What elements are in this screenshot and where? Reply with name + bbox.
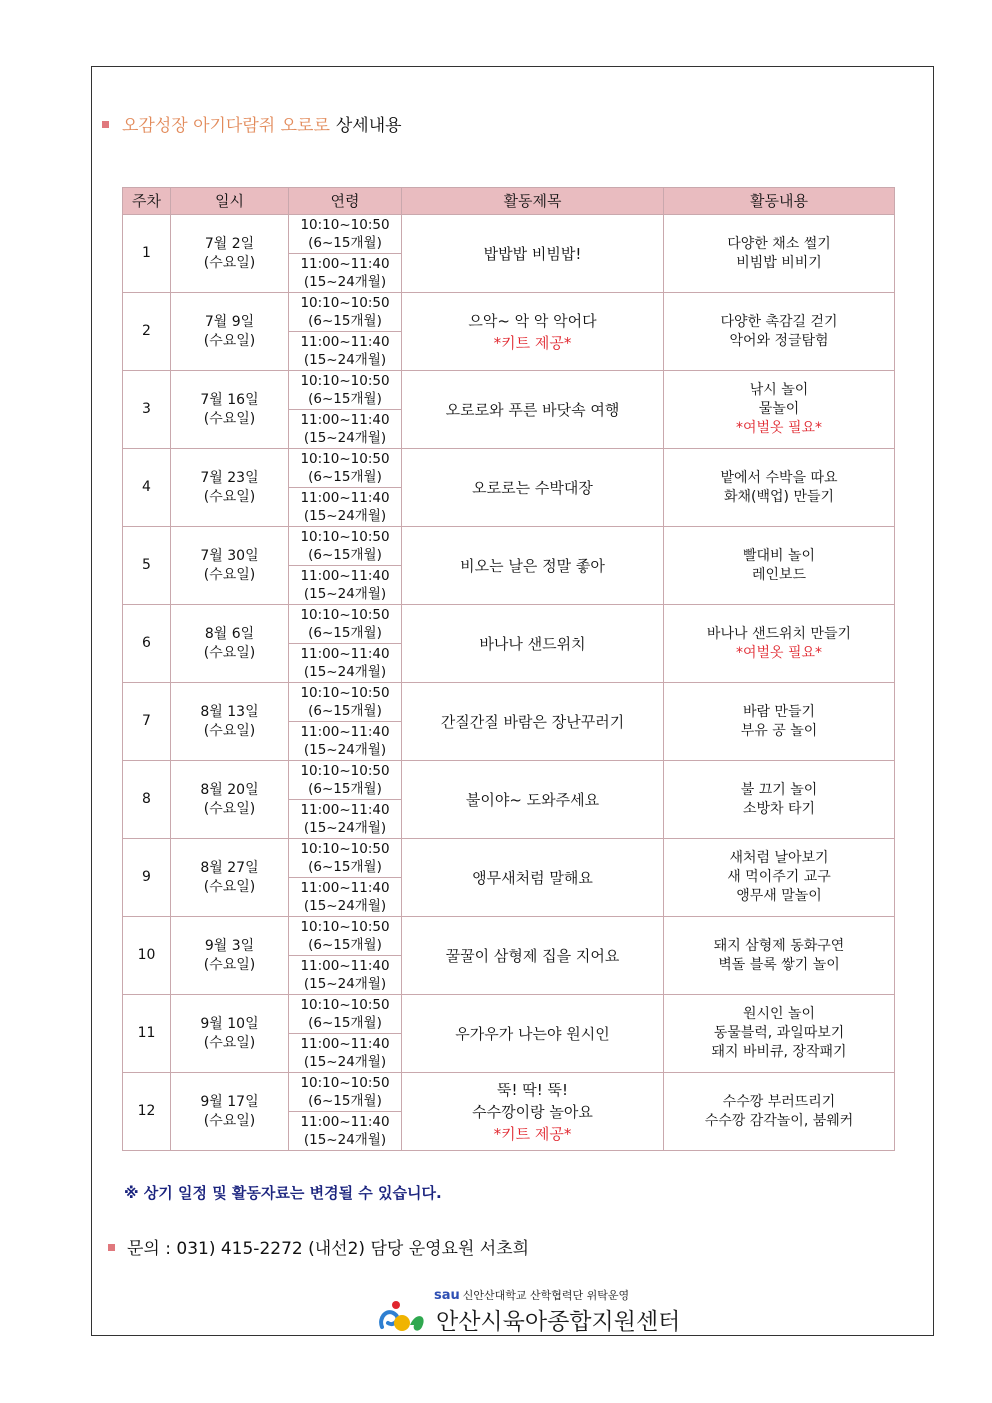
age-slot-1	[289, 683, 402, 722]
activity-title-cell	[402, 293, 664, 371]
session-date: 8월 6일	[204, 625, 255, 642]
week-cell	[123, 995, 171, 1073]
activity-title-cell	[402, 215, 664, 293]
date-cell	[171, 449, 289, 527]
activity-title-line: 밥밥밥 비빔밥!	[483, 244, 582, 263]
week-cell	[123, 371, 171, 449]
activity-content-cell	[664, 917, 895, 995]
slot-time: 10:10~10:50	[300, 528, 390, 545]
slot-time: 11:00~11:40	[300, 411, 390, 428]
logo-subtitle	[434, 1287, 629, 1303]
session-weekday: (수요일)	[203, 800, 256, 817]
week-number: 10	[137, 947, 156, 963]
activity-content-line: 레인보드	[751, 566, 807, 583]
week-cell	[123, 449, 171, 527]
table-row	[123, 605, 895, 644]
logo-brand: sau	[434, 1288, 460, 1303]
heading-program-name: 오감성장 아기다람쥐 오로로	[122, 116, 330, 136]
slot-age: (6~15개월)	[308, 469, 382, 485]
date-cell	[171, 917, 289, 995]
age-slot-2	[289, 332, 402, 371]
activity-title-cell	[402, 1073, 664, 1151]
slot-age: (15~24개월)	[303, 664, 387, 680]
slot-time: 10:10~10:50	[300, 372, 390, 389]
week-number: 1	[142, 245, 151, 261]
header-week: 주차	[123, 188, 171, 215]
age-slot-1	[289, 995, 402, 1034]
activity-title-line: *키트 제공*	[493, 333, 572, 352]
slot-age: (15~24개월)	[303, 430, 387, 446]
week-number: 4	[142, 479, 151, 495]
slot-time: 10:10~10:50	[300, 294, 390, 311]
slot-age: (15~24개월)	[303, 1054, 387, 1070]
activity-content-cell	[664, 1073, 895, 1151]
logo-center-name: 안산시육아종합지원센터	[436, 1309, 681, 1335]
schedule-table	[122, 187, 895, 1151]
week-number: 8	[142, 791, 151, 807]
slot-time: 11:00~11:40	[300, 255, 390, 272]
activity-content-line: 부유 공 놀이	[740, 722, 818, 739]
activity-title-line: 비오는 날은 정말 좋아	[460, 556, 605, 575]
activity-title-line: 우가우가 나는야 원시인	[455, 1024, 610, 1043]
header-title: 활동제목	[402, 188, 664, 215]
session-weekday: (수요일)	[203, 1112, 256, 1129]
activity-content-cell	[664, 527, 895, 605]
table-row	[123, 371, 895, 410]
schedule-change-notice: ※ 상기 일정 및 활동자료는 변경될 수 있습니다.	[124, 1184, 442, 1202]
activity-title-line: 수수깡이랑 놀아요	[472, 1102, 593, 1121]
center-logo-icon	[376, 1297, 428, 1335]
week-number: 7	[142, 713, 151, 729]
session-weekday: (수요일)	[203, 332, 256, 349]
activity-content-line: 앵무새 말놀이	[736, 888, 822, 904]
age-slot-1	[289, 605, 402, 644]
session-date: 9월 10일	[200, 1015, 259, 1032]
age-slot-1	[289, 839, 402, 878]
session-date: 8월 13일	[200, 703, 259, 720]
activity-content-line: 다양한 촉감길 걷기	[720, 313, 838, 330]
slot-time: 10:10~10:50	[300, 840, 390, 857]
table-row	[123, 761, 895, 800]
slot-time: 11:00~11:40	[300, 801, 390, 818]
table-row	[123, 995, 895, 1034]
activity-title-line: 간질간질 바람은 장난꾸러기	[440, 712, 625, 731]
activity-content-line: 수수깡 부러뜨리기	[722, 1093, 836, 1110]
week-cell	[123, 761, 171, 839]
activity-title-cell	[402, 761, 664, 839]
session-date: 7월 9일	[204, 313, 255, 330]
logo-operator: 신안산대학교 산학협력단 위탁운영	[462, 1289, 630, 1302]
activity-content-cell	[664, 293, 895, 371]
activity-content-line: 밭에서 수박을 따요	[720, 469, 838, 486]
activity-content-line: 새처럼 날아보기	[729, 850, 829, 866]
slot-age: (6~15개월)	[308, 781, 382, 797]
header-date: 일시	[171, 188, 289, 215]
age-slot-1	[289, 215, 402, 254]
week-cell	[123, 683, 171, 761]
week-number: 11	[137, 1025, 156, 1041]
contact-text: 문의 : 031) 415-2272 (내선2) 담당 운영요원 서초희	[127, 1239, 530, 1259]
session-date: 7월 2일	[204, 235, 255, 252]
date-cell	[171, 371, 289, 449]
activity-content-line: 돼지 바비큐, 장작패기	[711, 1044, 847, 1060]
activity-content-line: 벽돌 블록 쌓기 놀이	[718, 956, 840, 973]
session-weekday: (수요일)	[203, 644, 256, 661]
activity-content-line: 돼지 삼형제 동화구연	[713, 937, 845, 954]
activity-content-line: 비빔밥 비비기	[736, 254, 822, 271]
header-content: 활동내용	[664, 188, 895, 215]
age-slot-1	[289, 371, 402, 410]
age-slot-2	[289, 566, 402, 605]
activity-content-line: *여벌옷 필요*	[735, 420, 823, 436]
week-cell	[123, 839, 171, 917]
session-date: 9월 17일	[200, 1093, 259, 1110]
date-cell	[171, 761, 289, 839]
slot-age: (6~15개월)	[308, 547, 382, 563]
activity-title-cell	[402, 527, 664, 605]
activity-content-line: 바람 만들기	[742, 703, 816, 720]
table-row	[123, 683, 895, 722]
slot-time: 10:10~10:50	[300, 1074, 390, 1091]
week-number: 6	[142, 635, 151, 651]
slot-time: 11:00~11:40	[300, 567, 390, 584]
slot-time: 10:10~10:50	[300, 606, 390, 623]
age-slot-1	[289, 761, 402, 800]
week-number: 2	[142, 323, 151, 339]
slot-time: 10:10~10:50	[300, 762, 390, 779]
contact-info	[108, 1234, 529, 1259]
week-number: 12	[137, 1103, 156, 1119]
age-slot-2	[289, 878, 402, 917]
slot-age: (6~15개월)	[308, 625, 382, 641]
heading-label: 상세내용	[335, 116, 402, 136]
table-row	[123, 917, 895, 956]
table-row	[123, 449, 895, 488]
slot-age: (15~24개월)	[303, 898, 387, 914]
activity-title-line: 앵무새처럼 말해요	[472, 868, 593, 887]
activity-content-line: 빨대비 놀이	[742, 547, 816, 564]
week-number: 5	[142, 557, 151, 573]
activity-title-line: 꿀꿀이 삼형제 집을 지어요	[445, 946, 620, 965]
age-slot-2	[289, 1034, 402, 1073]
session-weekday: (수요일)	[203, 254, 256, 271]
slot-time: 10:10~10:50	[300, 996, 390, 1013]
slot-age: (6~15개월)	[308, 235, 382, 251]
slot-time: 10:10~10:50	[300, 450, 390, 467]
age-slot-2	[289, 410, 402, 449]
date-cell	[171, 683, 289, 761]
age-slot-2	[289, 1112, 402, 1151]
slot-time: 11:00~11:40	[300, 723, 390, 740]
table-row	[123, 293, 895, 332]
slot-time: 11:00~11:40	[300, 489, 390, 506]
activity-content-cell	[664, 605, 895, 683]
section-heading	[102, 114, 402, 138]
date-cell	[171, 605, 289, 683]
activity-content-cell	[664, 761, 895, 839]
slot-age: (6~15개월)	[308, 391, 382, 407]
activity-title-line: 으악~ 악 악 악어다	[468, 311, 597, 330]
week-number: 9	[142, 869, 151, 885]
session-weekday: (수요일)	[203, 878, 256, 895]
activity-content-line: *여벌옷 필요*	[735, 644, 823, 661]
age-slot-2	[289, 956, 402, 995]
activity-content-cell	[664, 371, 895, 449]
session-weekday: (수요일)	[203, 488, 256, 505]
table-row	[123, 527, 895, 566]
activity-content-line: 수수깡 감각놀이, 붐웨커	[704, 1112, 854, 1129]
header-age: 연령	[289, 188, 402, 215]
session-date: 7월 23일	[200, 469, 259, 486]
slot-age: (6~15개월)	[308, 1093, 382, 1109]
age-slot-1	[289, 449, 402, 488]
activity-content-line: 물놀이	[758, 401, 800, 417]
bullet-icon	[108, 1244, 115, 1251]
slot-age: (15~24개월)	[303, 508, 387, 524]
activity-title-cell	[402, 917, 664, 995]
slot-age: (15~24개월)	[303, 976, 387, 992]
activity-content-line: 바나나 샌드위치 만들기	[706, 625, 852, 642]
session-date: 8월 27일	[200, 859, 259, 876]
date-cell	[171, 839, 289, 917]
table-header-row	[123, 188, 895, 215]
slot-time: 11:00~11:40	[300, 1035, 390, 1052]
bullet-icon	[102, 121, 109, 128]
slot-age: (6~15개월)	[308, 703, 382, 719]
age-slot-2	[289, 488, 402, 527]
slot-age: (6~15개월)	[308, 859, 382, 875]
activity-content-cell	[664, 449, 895, 527]
age-slot-1	[289, 527, 402, 566]
slot-time: 11:00~11:40	[300, 333, 390, 350]
table-row	[123, 215, 895, 254]
slot-time: 11:00~11:40	[300, 879, 390, 896]
center-logo	[376, 1287, 681, 1337]
activity-content-line: 소방차 타기	[742, 800, 816, 817]
slot-age: (15~24개월)	[303, 274, 387, 290]
date-cell	[171, 215, 289, 293]
slot-age: (15~24개월)	[303, 352, 387, 368]
age-slot-1	[289, 293, 402, 332]
slot-age: (15~24개월)	[303, 742, 387, 758]
slot-age: (15~24개월)	[303, 586, 387, 602]
session-weekday: (수요일)	[203, 566, 256, 583]
session-date: 8월 20일	[200, 781, 259, 798]
slot-time: 10:10~10:50	[300, 684, 390, 701]
slot-time: 10:10~10:50	[300, 918, 390, 935]
slot-age: (15~24개월)	[303, 1132, 387, 1148]
activity-title-line: 불이야~ 도와주세요	[465, 790, 600, 809]
session-weekday: (수요일)	[203, 1034, 256, 1051]
age-slot-2	[289, 254, 402, 293]
week-number: 3	[142, 401, 151, 417]
activity-content-line: 낚시 놀이	[749, 382, 809, 398]
slot-time: 11:00~11:40	[300, 957, 390, 974]
activity-title-line: *키트 제공*	[493, 1124, 572, 1143]
age-slot-2	[289, 722, 402, 761]
activity-content-cell	[664, 995, 895, 1073]
week-cell	[123, 917, 171, 995]
week-cell	[123, 293, 171, 371]
activity-content-cell	[664, 683, 895, 761]
session-date: 7월 30일	[200, 547, 259, 564]
activity-content-line: 원시인 놀이	[742, 1006, 816, 1022]
date-cell	[171, 293, 289, 371]
activity-content-line: 화채(백업) 만들기	[723, 488, 835, 505]
week-cell	[123, 527, 171, 605]
slot-age: (6~15개월)	[308, 313, 382, 329]
activity-content-line: 새 먹이주기 교구	[727, 869, 831, 885]
activity-title-line: 오로로와 푸른 바닷속 여행	[445, 400, 620, 419]
slot-age: (6~15개월)	[308, 1015, 382, 1031]
activity-title-cell	[402, 995, 664, 1073]
activity-content-line: 다양한 채소 썰기	[727, 235, 831, 252]
activity-title-line: 오로로는 수박대장	[472, 478, 593, 497]
activity-title-cell	[402, 449, 664, 527]
table-row	[123, 839, 895, 878]
session-weekday: (수요일)	[203, 956, 256, 973]
week-cell	[123, 1073, 171, 1151]
activity-title-cell	[402, 605, 664, 683]
age-slot-1	[289, 1073, 402, 1112]
activity-content-cell	[664, 839, 895, 917]
date-cell	[171, 1073, 289, 1151]
week-cell	[123, 215, 171, 293]
slot-age: (15~24개월)	[303, 820, 387, 836]
session-weekday: (수요일)	[203, 410, 256, 427]
session-weekday: (수요일)	[203, 722, 256, 739]
activity-content-line: 동물블럭, 과일따보기	[713, 1025, 845, 1041]
slot-time: 11:00~11:40	[300, 1113, 390, 1130]
session-date: 7월 16일	[200, 391, 259, 408]
activity-title-cell	[402, 371, 664, 449]
activity-title-line: 뚝! 딱! 뚝!	[496, 1080, 569, 1099]
table-row	[123, 1073, 895, 1112]
slot-age: (6~15개월)	[308, 937, 382, 953]
activity-content-cell	[664, 215, 895, 293]
slot-time: 10:10~10:50	[300, 216, 390, 233]
date-cell	[171, 995, 289, 1073]
date-cell	[171, 527, 289, 605]
activity-content-line: 불 끄기 놀이	[740, 781, 818, 798]
week-cell	[123, 605, 171, 683]
age-slot-2	[289, 800, 402, 839]
age-slot-2	[289, 644, 402, 683]
activity-title-cell	[402, 839, 664, 917]
slot-time: 11:00~11:40	[300, 645, 390, 662]
session-date: 9월 3일	[204, 937, 255, 954]
activity-content-line: 악어와 정글탐험	[729, 332, 829, 349]
activity-title-cell	[402, 683, 664, 761]
activity-title-line: 바나나 샌드위치	[479, 634, 586, 653]
age-slot-1	[289, 917, 402, 956]
